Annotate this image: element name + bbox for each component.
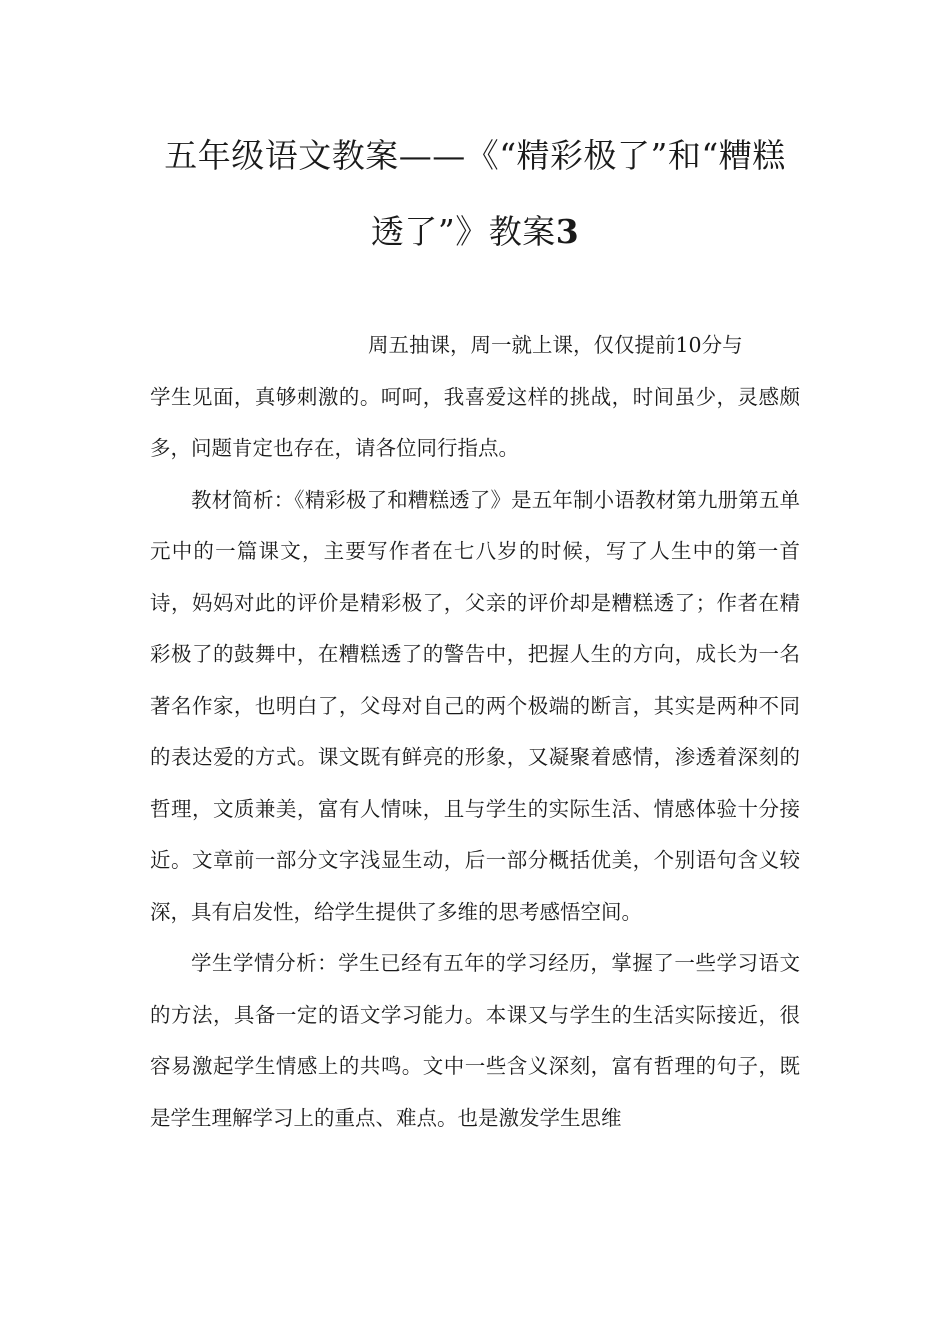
title-number: 3 (555, 212, 580, 251)
title-text: 五年级语文教案——《“精彩极了”和“糟糕透了”》教案 (164, 136, 786, 251)
document-body (150, 320, 800, 1144)
paragraph-student-analysis: 学生学情分析：学生已经有五年的学习经历，掌握了一些学习语文的方法，具备一定的语文学习能力。本课又与学生的生活实际接近，很容易激起学生情感上的共鸣。文中一些含义深刻，富有哲理的句子，既是学生理解学习上的重点、难点。也是激发学生思维 (150, 951, 800, 1130)
paragraph-intro (150, 320, 800, 475)
paragraph-intro-rest: 学生见面，真够刺激的。呵呵，我喜爱这样的挑战，时间虽少，灵感颇多，问题肯定也存在，请各位同行指点。 (150, 384, 800, 460)
paragraph-textbook-analysis: 教材简析：《精彩极了和糟糕透了》是五年制小语教材第九册第五单元中的一篇课文，主要写作者在七八岁的时候，写了人生中的第一首诗，妈妈对此的评价是精彩极了，父亲的评价却是糟糕透了；作者在精彩极了的鼓舞中，在糟糕透了的警告中，把握人生的方向，成长为一名著名作家，也明白了，父母对自己的两个极端的断言，其实是两种不同的表达爱的方式。课文既有鲜亮的形象，又凝聚着感情，渗透着深刻的哲理，文质兼美，富有人情味，且与学生的实际生活、情感体验十分接近。文章前一部分文字浅显生动，后一部分概括优美，个别语句含义较深，具有启发性，给学生提供了多维的思考感悟空间。 (150, 487, 800, 924)
paragraph-intro-lead: 周五抽课，周一就上课，仅仅提前10分与 (368, 333, 743, 357)
document-title (150, 118, 800, 270)
